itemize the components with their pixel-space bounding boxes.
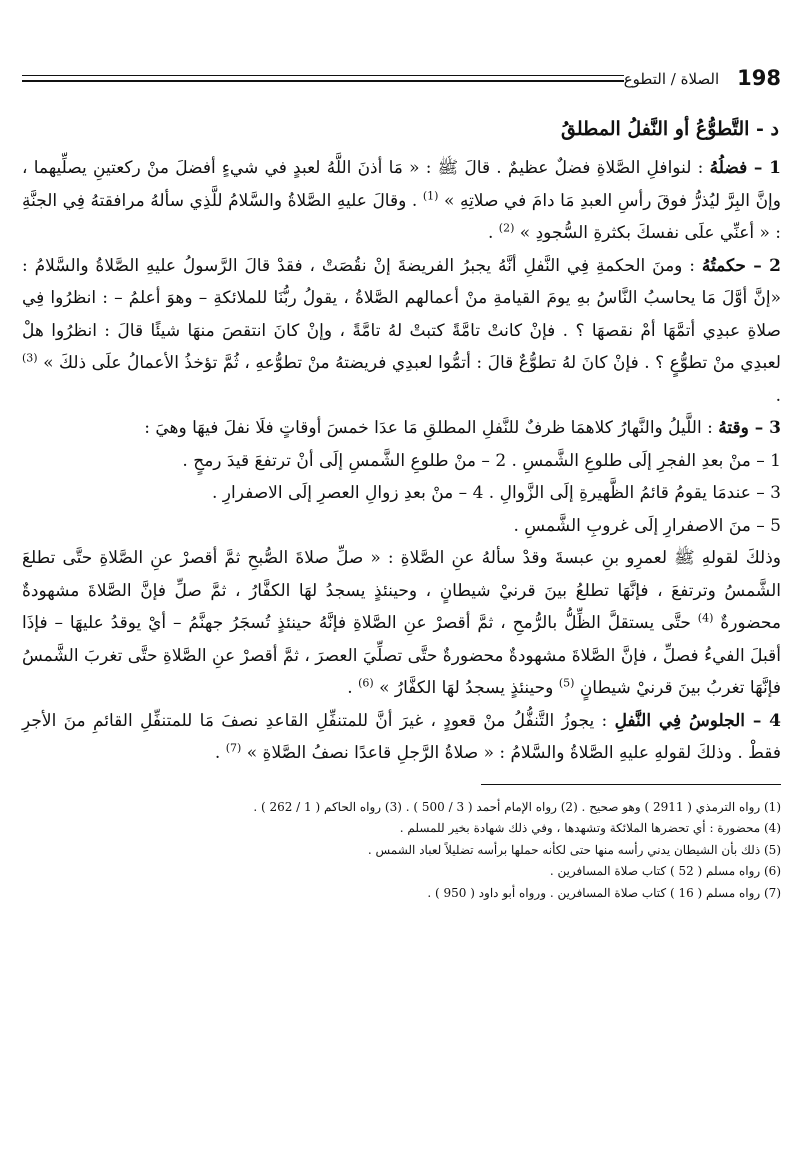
footnote-ref: (4) — [697, 611, 714, 625]
paragraph-text: : لنوافلِ الصَّلاةِ فضلٌ عظيمٌ . قالَ ﷺ : « مَا أذنَ اللَّهُ لعبدٍ في شيءٍ أفضلَ منْ ركعتينِ يصلِّيهما ، وإنَّ البِرَّ ليُذرُّ فوقَ رأسِ العبدِ مَا دامَ في صلاتِهِ » — [22, 158, 781, 211]
footnote-ref: (2) — [498, 221, 515, 235]
paragraph-text: حتَّى يستقلَّ الظِّلُّ بالرُّمحِ ، ثمَّ أقصرْ عنِ الصَّلاةِ فإنَّهُ حينئذٍ تُسجَرُ جهنَّمُ – أيْ يوقدُ عليهَا – فإذَا أقبلَ الفيءُ فصلِّ ، فإنَّ الصَّلاةَ مشهودةٌ محضورةٌ حتَّى تصلِّيَ العصرَ ، ثمَّ أقصرْ عنِ الصَّلاةِ حتَّى تغربَ الشَّمسُ فإنَّهَا تغربُ بينَ قرنيْ شيطانٍ — [22, 613, 781, 698]
list-item: 5 – منَ الاصفرارِ إلَى غروبِ الشَّمسِ . — [513, 515, 781, 536]
paragraph-lead: 1 – فضلُهُ — [709, 158, 782, 178]
header-rule — [22, 74, 624, 84]
paragraph-wisdom — [22, 250, 781, 413]
paragraph-text: : ومنَ الحكمةِ فِي النَّفلِ أنَّهُ يجبرُ الفريضةَ إنْ نقُصَتْ ، فقدْ قالَ الرَّسولُ عليهِ الصَّلاةُ والسَّلامُ : «إنَّ أوَّلَ مَا يحاسبُ النَّاسُ بهِ يومَ القيامةِ منْ أعمالهم الصَّلاةُ ، يقولُ ربُّنَا للملائكةِ – وهوَ أعلمُ – : انظرُوا فِي صلاةِ عبدِي أتمَّهَا أمْ نقصهَا ؟ . فإنْ كانتْ تامَّةً كتبتْ لهُ تامَّةً ، وإنْ كانَ انتقصَ منهَا شيئًا قالَ : انظرُوا هلْ لعبدِي منْ تطوُّعٍ ؟ . فإنْ كانَ لهُ تطوُّعٌ قالَ : أتمُّوا لعبدِي فريضتهُ منْ تطوُّعهِ ، ثُمَّ تؤخذُ الأعمالُ علَى ذلكَ » — [22, 255, 781, 373]
list-item: 1 – منْ بعدِ الفجرِ إلَى طلوعِ الشَّمسِ . 2 – منْ طلوعِ الشَّمسِ إلَى أنْ ترتفعَ قيدَ رمحٍ . — [182, 450, 781, 471]
footnote: (1) رواه الترمذي ( 2911 ) وهو صحيح . (2) رواه الإمام أحمد ( 3 / 500 ) . (3) رواه الحاكم ( 1 / 262 ) . — [253, 799, 781, 814]
footnotes — [22, 797, 781, 905]
paragraph-text: . — [487, 223, 494, 243]
paragraph-text: وحينئذٍ يسجدُ لهَا الكفَّارُ » — [379, 678, 554, 698]
paragraph-text: : اللَّيلُ والنَّهارُ كلاهمَا ظرفٌ للنَّفلِ المطلقِ مَا عدَا خمسَ أوقاتٍ فلَا نفلَ فيهَا وهيَ : — [144, 418, 713, 438]
footnote: (6) رواه مسلم ( 52 ) كتاب صلاة المسافرين . — [549, 864, 781, 878]
paragraph-text: . — [775, 385, 781, 406]
paragraph-sitting — [22, 705, 781, 770]
book-page — [22, 60, 781, 904]
footnote-ref: (3) — [22, 351, 38, 365]
footnote: (5) ذلك بأن الشيطان يدني رأسه منها حتى لكأنه حملها برأسه تضليلاً لعباد الشمس . — [367, 842, 781, 857]
paragraph-lead: 3 – وقتهُ — [718, 418, 781, 438]
footnote-ref: (7) — [225, 741, 242, 755]
section-heading: د - التَّطوُّعُ أو النَّفلُ المطلقُ — [561, 118, 779, 140]
paragraph-lead: 4 – الجلوسُ فِي النَّفلِ — [614, 710, 781, 731]
paragraph-text: . — [347, 678, 353, 698]
footnote-ref: (6) — [358, 676, 374, 690]
footnote: (7) رواه مسلم ( 16 ) كتاب صلاة المسافرين . ورواه أبو داود ( 950 ) . — [427, 885, 781, 900]
page-number: 198 — [737, 66, 781, 90]
footnote: (4) محضورة : أي تحضرها الملائكة وتشهدها ، وفي ذلك شهادة بخير للمسلم . — [399, 821, 781, 835]
footnote-divider — [481, 784, 781, 785]
page-body — [22, 152, 781, 770]
paragraph-text: وذلكَ لقولهِ ﷺ لعمرِو بنِ عبسةَ وقدْ سألهُ عنِ الصَّلاةِ : « صلِّ صلاةَ الصُّبحِ ثمَّ أقصرْ عنِ الصَّلاةِ حتَّى تطلعَ الشَّمسُ وترتفعَ ، فإنَّهَا تطلعُ بينَ قرنيْ شيطانٍ ، وحينئذٍ يسجدُ لهَا الكفَّارُ ، ثمَّ صلِّ فإنَّ الصَّلاةَ مشهودةٌ محضورةٌ — [22, 548, 782, 633]
paragraph-text: . وقالَ عليهِ الصَّلاةُ والسَّلامُ للَّذِي سألهُ مرافقتهُ فِي الجنَّةِ : « أعنِّي علَى نفسكَ بكثرةِ السُّجودِ » — [22, 190, 781, 243]
paragraph-text: . — [214, 743, 221, 763]
footnote-ref: (5) — [558, 676, 575, 690]
paragraph-text: : يجوزُ التَّنفُّلُ منْ قعودٍ ، غيرَ أنَّ للمتنفِّلِ القاعدِ نصفَ مَا للمتنفِّلِ القائمِ منَ الأجرِ فقطْ . وذلكَ لقولهِ عليهِ الصَّلاةُ والسَّلامُ : « صلاةُ الرَّجلِ قاعدًا نصفُ الصَّلاةِ » — [22, 710, 781, 763]
running-title: الصلاة / التطوع — [623, 70, 720, 88]
paragraph-virtue — [22, 152, 781, 250]
paragraph-lead: 2 – حكمتُهُ — [701, 255, 782, 276]
page-header — [22, 60, 781, 90]
list-item: 3 – عندمَا يقومُ قائمُ الظَّهيرةِ إلَى الزَّوالِ . 4 – منْ بعدِ زوالِ العصرِ إلَى الاصفرارِ . — [211, 483, 781, 503]
footnote-ref: (1) — [422, 188, 439, 202]
paragraph-hadith — [22, 542, 781, 705]
paragraph-time — [22, 412, 781, 445]
forbidden-times-list — [22, 445, 781, 543]
